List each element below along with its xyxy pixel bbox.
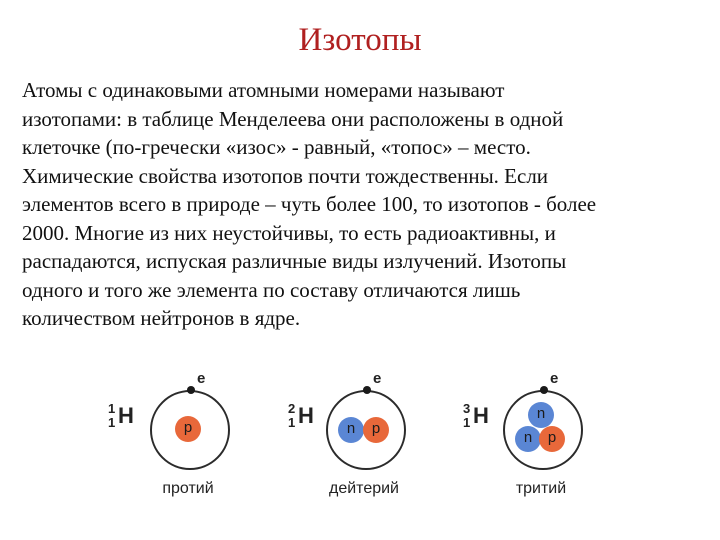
mass-number: 1	[108, 401, 116, 416]
atomic-number: 1	[288, 415, 296, 430]
electron-label: e	[197, 370, 206, 387]
atomic-number: 1	[108, 415, 116, 430]
paragraph-line: Атомы с одинаковыми атомными номерами называют	[22, 78, 505, 102]
isotope-name: тритий	[515, 480, 567, 497]
neutron: n	[515, 426, 541, 452]
isotope-name: протий	[162, 480, 214, 497]
electron	[363, 386, 371, 394]
paragraph-line: количеством нейтронов в ядре.	[22, 306, 301, 330]
electron	[540, 386, 548, 394]
proton: p	[175, 416, 201, 442]
paragraph-line: изотопами: в таблице Менделеева они расположены в одной	[22, 106, 564, 131]
paragraph	[22, 76, 702, 333]
electron	[187, 386, 195, 394]
element-symbol: H	[473, 403, 489, 428]
proton: p	[539, 426, 565, 452]
isotope-protium	[100, 372, 300, 522]
paragraph-line: элементов всего в природе – чуть более 100, то изотопов - более	[22, 192, 597, 216]
element-symbol: H	[118, 403, 134, 428]
element-symbol: H	[298, 403, 314, 428]
paragraph-line: клеточке (по-гречески «изос» - равный, «топос» – место.	[22, 135, 531, 159]
electron-label: e	[550, 370, 559, 387]
atomic-number: 1	[463, 415, 471, 430]
proton: p	[363, 417, 389, 443]
page-title: Изотопы	[298, 22, 422, 58]
neutron: n	[338, 417, 364, 443]
paragraph-line: распадаются, испуская различные виды излучений. Изотопы	[22, 249, 567, 273]
paragraph-line: 2000. Многие из них неустойчивы, то есть радиоактивны, и	[22, 220, 556, 245]
neutron: n	[528, 402, 554, 428]
paragraph-line: одного и того же элемента по составу отличаются лишь	[22, 277, 521, 302]
mass-number: 3	[463, 401, 471, 416]
isotope-name: дейтерий	[329, 480, 399, 497]
isotope-deuterium	[280, 372, 480, 522]
mass-number: 2	[288, 401, 296, 416]
paragraph-line: Химические свойства изотопов почти тождественны. Если	[22, 163, 549, 188]
electron-label: e	[373, 370, 382, 387]
isotope-tritium	[455, 372, 655, 522]
